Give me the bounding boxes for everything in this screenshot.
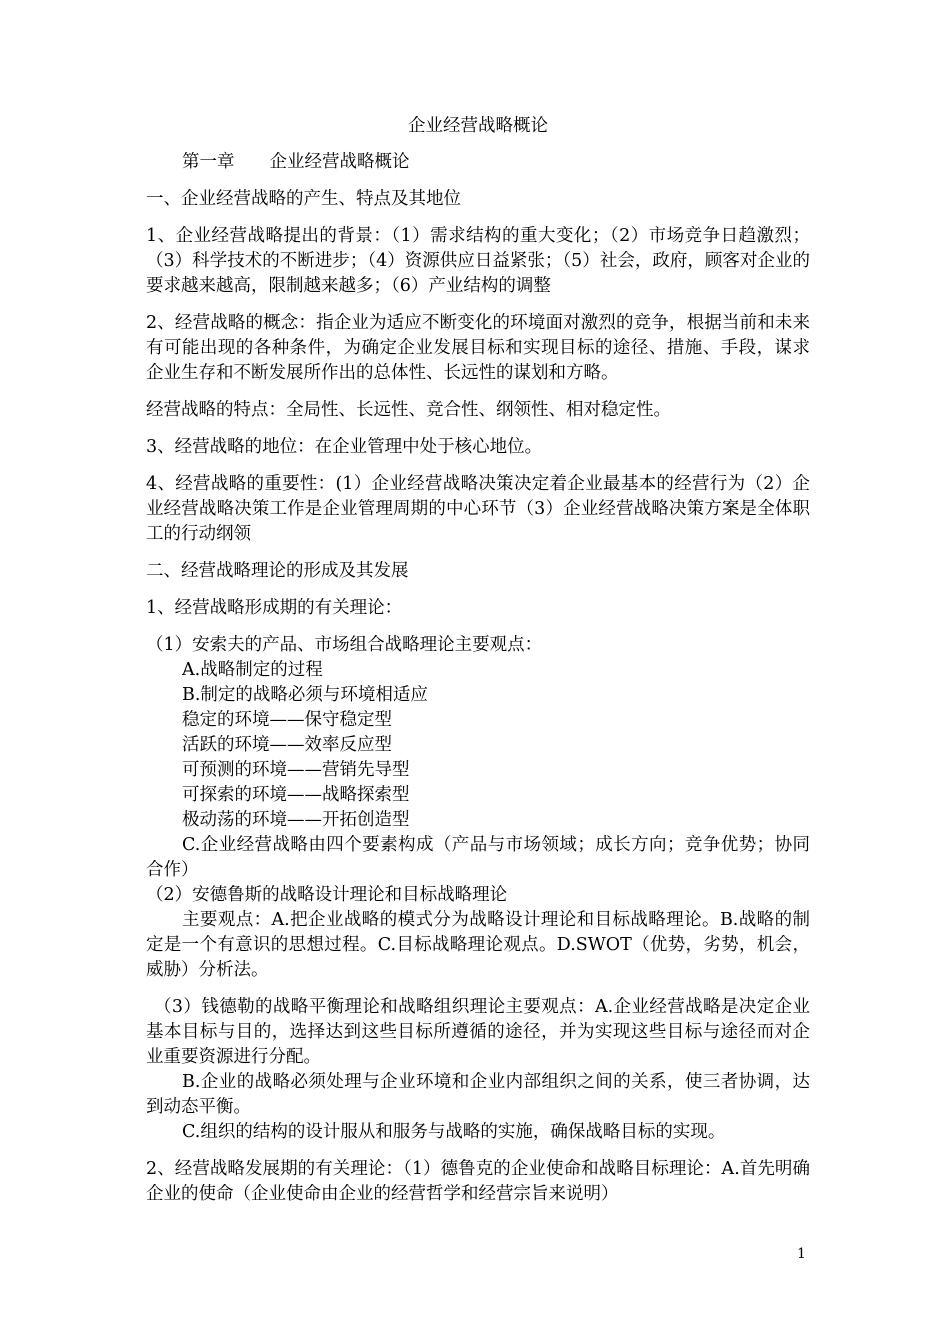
paragraph-importance: 4、经营战略的重要性：(1）企业经营战略决策决定着企业最基本的经营行为（2）企业经营战略决策工作是企业管理周期的中心环节（3）企业经营战略决策方案是全体职工的行动纲领: [146, 474, 810, 544]
paragraph-features: 经营战略的特点：全局性、长远性、竞合性、纲领性、相对稳定性。: [146, 400, 671, 420]
list-item: 稳定的环境——保守稳定型: [182, 710, 392, 730]
paragraph-chandler-c: C.组织的结构的设计服从和服务与战略的实施，确保战略目标的实现。: [182, 1122, 726, 1142]
paragraph-status: 3、经营战略的地位：在企业管理中处于核心地位。: [146, 437, 543, 457]
list-item: 极动荡的环境——开拓创造型: [182, 810, 410, 830]
paragraph-formation-theories: 1、经营战略形成期的有关理论：: [146, 598, 403, 618]
ansoff-heading: （1）安索夫的产品、市场组合战略理论主要观点：: [146, 635, 543, 655]
list-item: 活跃的环境——效率反应型: [182, 735, 392, 755]
chapter-heading: 第一章 企业经营战略概论: [182, 152, 410, 172]
list-item: B.制定的战略必须与环境相适应: [182, 685, 428, 705]
paragraph-chandler-b: B.企业的战略必须处理与企业环境和企业内部组织之间的关系，使三者协调，达到动态平衡。: [146, 1072, 810, 1117]
page-number: 1: [797, 1246, 806, 1262]
andrews-heading: （2）安德鲁斯的战略设计理论和目标战略理论: [146, 885, 508, 905]
paragraph-chandler-views: （3）钱德勒的战略平衡理论和战略组织理论主要观点：A.企业经营战略是决定企业基本目标与目的，选择达到这些目标所遵循的途径，并为实现这些目标与途径而对企业重要资源进行分配。: [146, 997, 810, 1067]
document-body: [146, 114, 810, 1207]
section-heading-2: 二、经营战略理论的形成及其发展: [146, 561, 409, 581]
list-item: 可预测的环境——营销先导型: [182, 760, 410, 780]
section-heading-1: 一、企业经营战略的产生、特点及其地位: [146, 189, 461, 209]
document-title: 企业经营战略概论: [408, 116, 548, 136]
list-item: C.企业经营战略由四个要素构成（产品与市场领域；成长方向；竞争优势；协同合作）: [146, 835, 810, 880]
paragraph-andrews-views: 主要观点：A.把企业战略的模式分为战略设计理论和目标战略理论。B.战略的制定是一个有意识的思想过程。C.目标战略理论观点。D.SWOT（优势，劣势，机会，威胁）分析法。: [146, 910, 810, 980]
paragraph-background: 1、企业经营战略提出的背景：（1）需求结构的重大变化；（2）市场竞争日趋激烈；（3）科学技术的不断进步；（4）资源供应日益紧张；（5）社会，政府，顾客对企业的要求越来越高，限制越来越多；（6）产业结构的调整: [146, 226, 810, 296]
list-item: 可探索的环境——战略探索型: [182, 785, 410, 805]
paragraph-development-theories: 2、经营战略发展期的有关理论：（1）德鲁克的企业使命和战略目标理论：A.首先明确企业的使命（企业使命由企业的经营哲学和经营宗旨来说明）: [146, 1159, 810, 1204]
paragraph-concept: 2、经营战略的概念：指企业为适应不断变化的环境面对激烈的竞争，根据当前和未来有可能出现的各种条件，为确定企业发展目标和实现目标的途径、措施、手段，谋求企业生存和不断发展所作出的总体性、长远性的谋划和方略。: [146, 313, 810, 383]
list-item: A.战略制定的过程: [182, 660, 323, 680]
